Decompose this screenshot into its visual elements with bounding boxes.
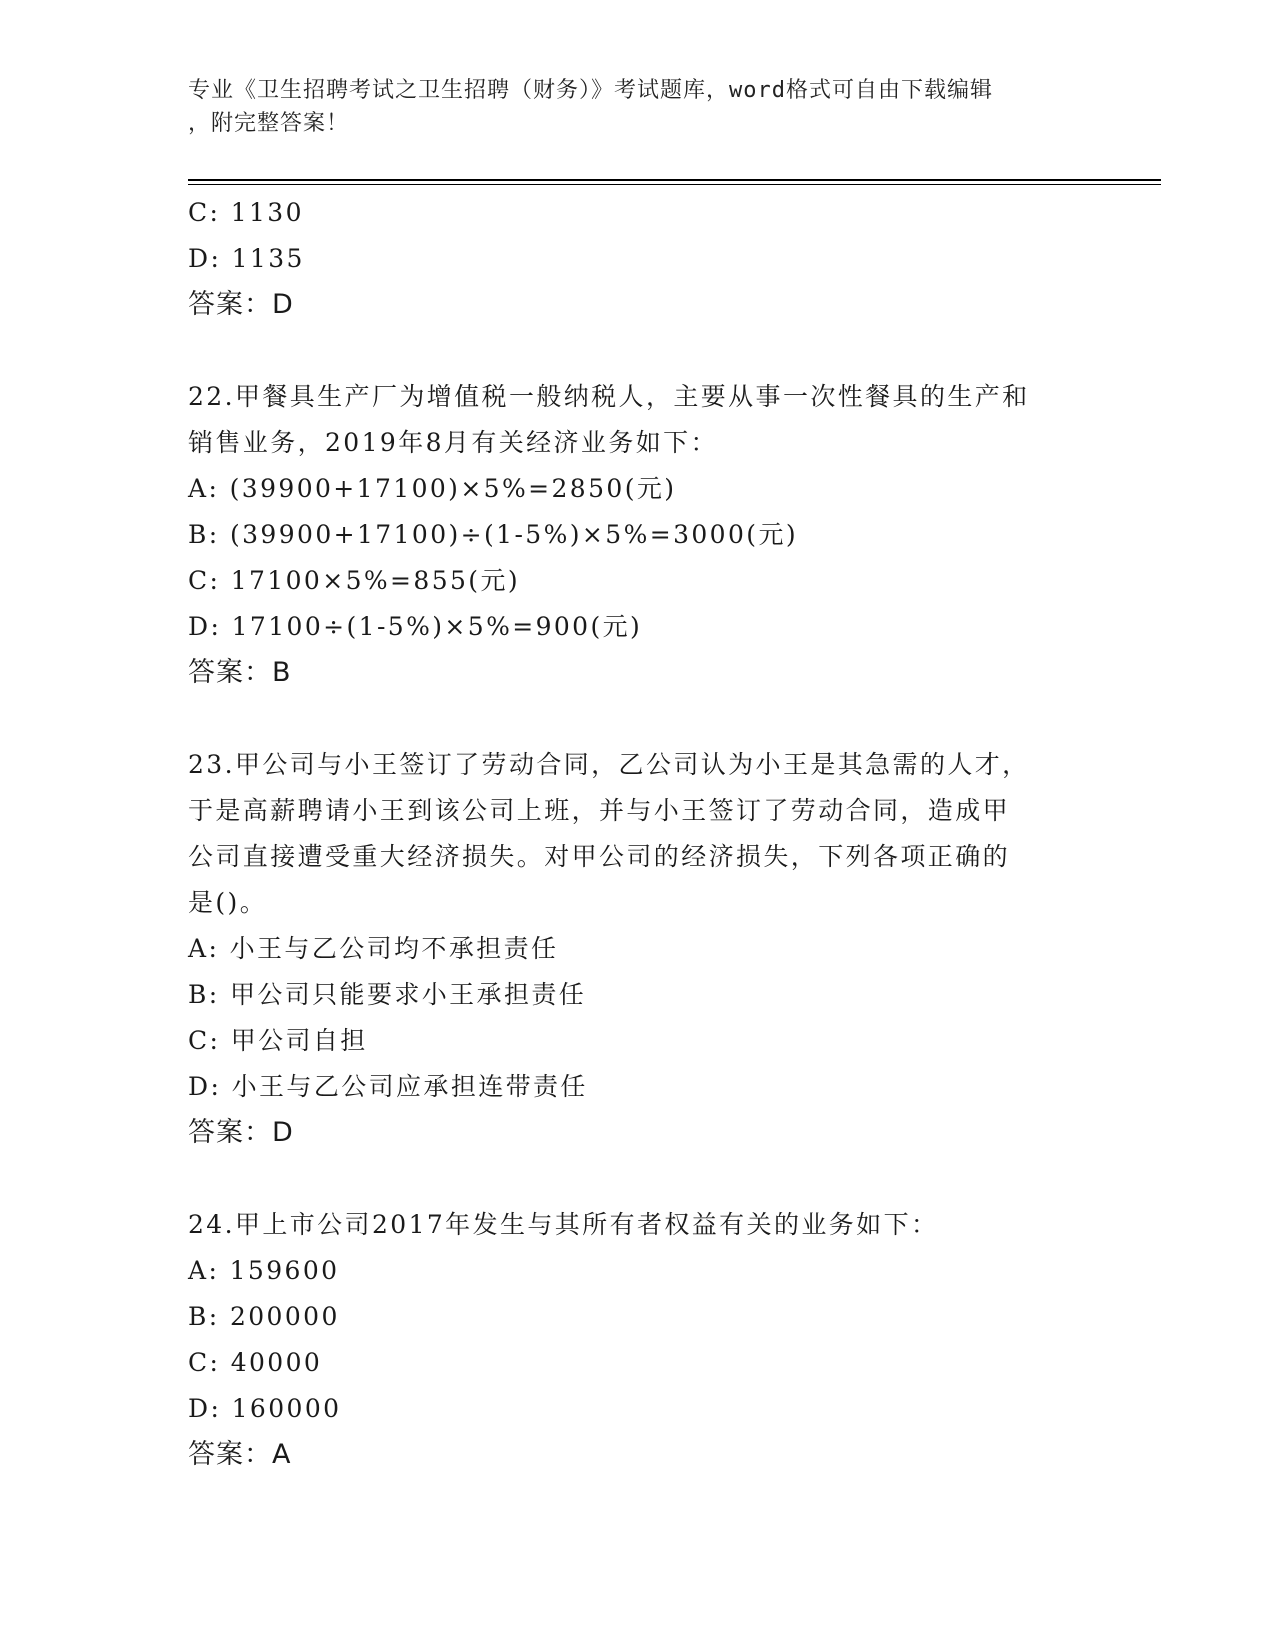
spacer: [188, 696, 1088, 742]
question-stem: 24.甲上市公司2017年发生与其所有者权益有关的业务如下：: [188, 1210, 939, 1239]
option-c: C: 1130: [188, 198, 304, 227]
question-stem: 是()。: [188, 888, 268, 917]
question-stem: 23.甲公司与小王签订了劳动合同，乙公司认为小王是其急需的人才，: [188, 750, 1030, 779]
question-stem: 22.甲餐具生产厂为增值税一般纳税人，主要从事一次性餐具的生产和: [188, 382, 1030, 411]
question-23: [188, 742, 1088, 1156]
question-stem: 销售业务，2019年8月有关经济业务如下：: [188, 428, 718, 457]
question-21: [188, 190, 1088, 328]
question-list: [188, 190, 1088, 1478]
answer: 答案：A: [188, 1439, 292, 1470]
answer: 答案：D: [188, 1117, 294, 1148]
spacer: [188, 328, 1088, 374]
answer: 答案：D: [188, 289, 294, 320]
option-d: D: 17100÷(1-5%)×5%=900(元): [188, 612, 643, 641]
document-header: [188, 74, 1068, 140]
answer: 答案：B: [188, 657, 292, 688]
option-b: B: (39900+17100)÷(1-5%)×5%=3000(元): [188, 520, 799, 549]
header-rule-thin: [188, 184, 1161, 185]
spacer: [188, 1156, 1088, 1202]
option-b: B: 200000: [188, 1302, 340, 1331]
option-c: C: 甲公司自担: [188, 1026, 368, 1055]
option-d: D: 160000: [188, 1394, 342, 1423]
option-c: C: 40000: [188, 1348, 323, 1377]
question-stem: 于是高薪聘请小王到该公司上班，并与小王签订了劳动合同，造成甲: [188, 796, 1011, 825]
question-22: [188, 374, 1088, 696]
option-a: A: 小王与乙公司均不承担责任: [188, 934, 559, 963]
option-b: B: 甲公司只能要求小王承担责任: [188, 980, 587, 1009]
header-line-1: 专业《卫生招聘考试之卫生招聘（财务）》考试题库，word格式可自由下载编辑: [188, 78, 993, 103]
question-stem: 公司直接遭受重大经济损失。对甲公司的经济损失，下列各项正确的: [188, 842, 1011, 871]
option-d: D: 1135: [188, 244, 305, 273]
option-d: D: 小王与乙公司应承担连带责任: [188, 1072, 588, 1101]
header-rule-thick: [188, 179, 1161, 181]
option-c: C: 17100×5%=855(元): [188, 566, 521, 595]
option-a: A: 159600: [188, 1256, 340, 1285]
option-a: A: (39900+17100)×5%=2850(元): [188, 474, 677, 503]
question-24: [188, 1202, 1088, 1478]
header-line-2: ，附完整答案！: [188, 111, 350, 136]
